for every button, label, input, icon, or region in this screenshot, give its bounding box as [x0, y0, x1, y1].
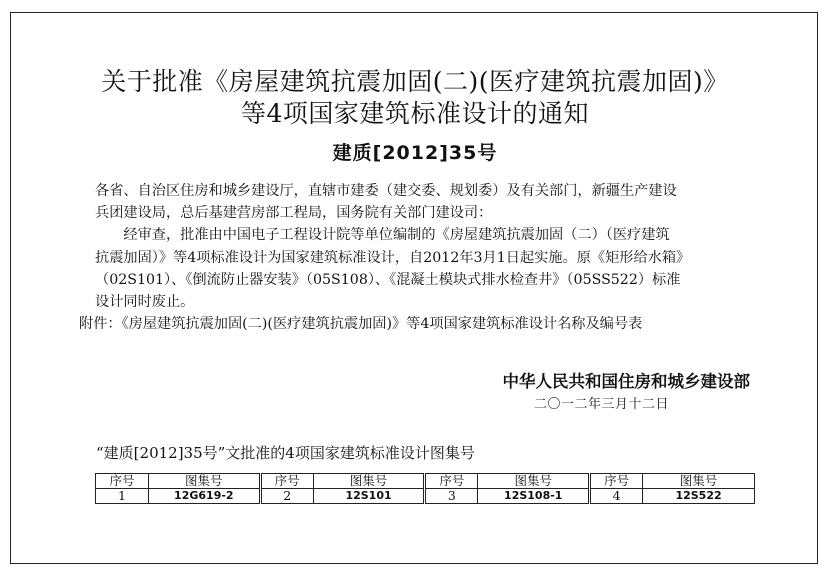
table-caption: “建质[2012]35号”文批准的4项国家建筑标准设计图集号 [96, 444, 475, 462]
atlas-number-table [95, 473, 755, 504]
addressee-line: 兵团建设局，总后基建营房部工程局，国务院有关部门建设司： [95, 205, 493, 222]
approval-paragraph-line: 抗震加固）》等4项标准设计为国家建筑标准设计，自2012年3月1日起实施。原《矩形给水箱》 [95, 249, 691, 266]
header-cell: 序号 [260, 474, 313, 489]
table-cell: 12S101 [313, 489, 425, 504]
table-cell: 2 [260, 489, 313, 504]
approval-paragraph-line: （02S101）、《倒流防止器安装》（05S108）、《混凝土模块式排水检查井》（05SS522）标准 [95, 271, 681, 288]
header-cell: 图集号 [313, 474, 425, 489]
table-cell: 1 [96, 489, 149, 504]
table-header-row [96, 474, 755, 489]
header-cell: 序号 [425, 474, 478, 489]
issue-date: 二〇一二年三月十二日 [534, 397, 670, 412]
document-number: 建质[2012]35号 [332, 142, 498, 164]
issuing-authority: 中华人民共和国住房和城乡建设部 [502, 372, 750, 391]
table-row [96, 489, 755, 504]
header-cell: 序号 [96, 474, 149, 489]
table-cell: 4 [590, 489, 643, 504]
table-cell: 3 [425, 489, 478, 504]
notice-title-line-1: 关于批准《房屋建筑抗震加固(二)(医疗建筑抗震加固)》 [101, 67, 729, 96]
table-cell: 12G619-2 [148, 489, 260, 504]
attachment-line: 附件：《房屋建筑抗震加固(二)(医疗建筑抗震加固)》等4项国家建筑标准设计名称及编号表 [79, 316, 643, 332]
notice-title-line-2: 等4项国家建筑标准设计的通知 [241, 99, 589, 128]
addressee-line: 各省、自治区住房和城乡建设厅，直辖市建委（建交委、规划委）及有关部门，新疆生产建设 [95, 183, 677, 199]
header-cell: 图集号 [148, 474, 260, 489]
approval-paragraph-line: 经审查，批准由中国电子工程设计院等单位编制的《房屋建筑抗震加固（二）（医疗建筑 [123, 227, 670, 244]
notice-body [95, 180, 755, 313]
header-cell: 序号 [590, 474, 643, 489]
table-cell: 12S108-1 [478, 489, 590, 504]
header-cell: 图集号 [478, 474, 590, 489]
header-cell: 图集号 [643, 474, 755, 489]
table-cell: 12S522 [643, 489, 755, 504]
approval-paragraph-line: 设计同时废止。 [95, 294, 195, 311]
